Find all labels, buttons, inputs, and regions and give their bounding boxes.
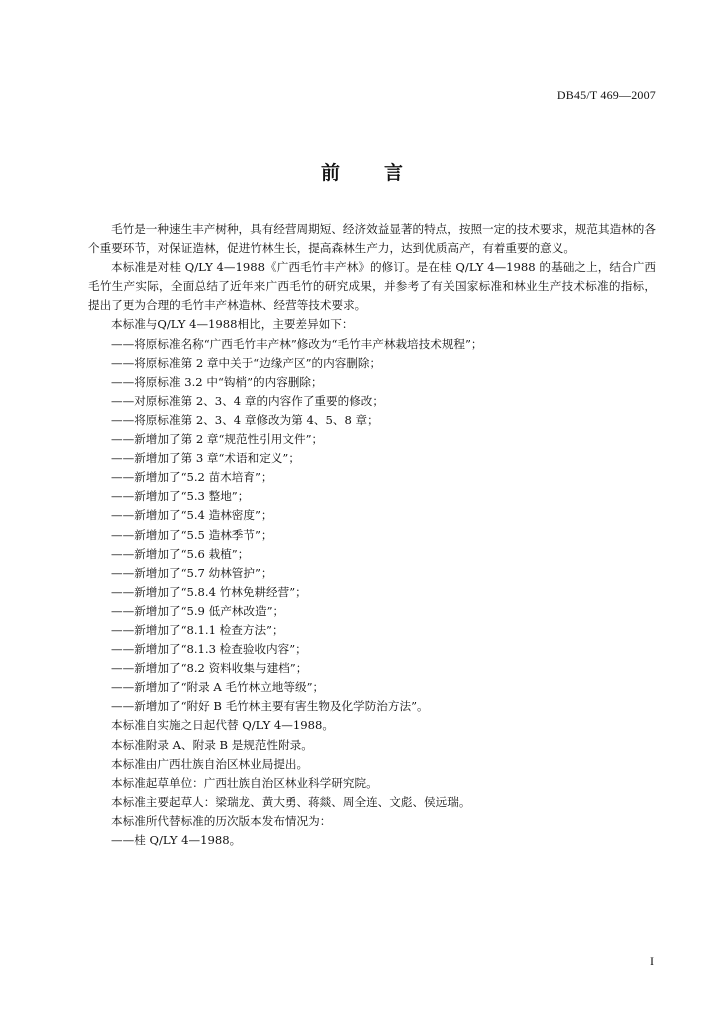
list-item: ——新增加了“附好 B 毛竹林主要有害生物及化学防治方法”。 [111, 699, 429, 714]
list-item: ——新增加了“附录 A 毛竹林立地等级”； [111, 680, 325, 695]
list-item: ——新增加了“5.4 造林密度”； [111, 508, 273, 523]
list-item: ——新增加了“5.3 整地”； [111, 489, 250, 504]
text-line: 本标准与Q/LY 4—1988相比，主要差异如下： [111, 317, 354, 332]
list-item: ——新增加了“8.1.1 检查方法”； [111, 622, 284, 637]
list-item: ——将原标准第 2 章中关于“边缘产区”的内容删除； [111, 355, 382, 370]
text-line: 本标准主要起草人：梁瑞龙、黄大勇、蒋燚、周全连、文彪、侯远瑞。 [111, 794, 471, 809]
paragraph: 本标准是对桂 Q/LY 4—1988《广西毛竹丰产林》的修订。是在桂 Q/LY 4—1988 的基础之上，结合广西毛竹生产实际，全面总结了近年来广西毛竹的研究成果，并参考了有关国家标准和林业生产技术标准的指标，提出了更为合理的毛竹丰产林造林、经营等技术要求。 [88, 260, 656, 313]
list-item: ——对原标准第 2、3、4 章的内容作了重要的修改； [111, 393, 384, 408]
text-line: 本标准起草单位：广西壮族自治区林业科学研究院。 [111, 775, 378, 790]
text-line: 本标准所代替标准的历次版本发布情况为： [111, 813, 332, 828]
foreword-body [88, 220, 656, 850]
list-item: ——桂 Q/LY 4—1988。 [111, 833, 242, 847]
list-item: ——新增加了“5.8.4 竹林免耕经营”； [111, 584, 307, 599]
list-item: ——新增加了第 3 章“术语和定义”； [111, 451, 300, 466]
text-line: 本标准由广西壮族自治区林业局提出。 [111, 756, 309, 771]
list-item: ——新增加了“5.9 低产林改造”； [111, 603, 285, 618]
list-item: ——将原标准 3.2 中“钩梢”的内容删除； [111, 374, 323, 389]
list-item: ——新增加了“5.2 苗木培育”； [111, 470, 273, 485]
page-title: 前言 [320, 162, 447, 184]
standard-code: DB45/T 469—2007 [556, 88, 656, 102]
list-item: ——新增加了“5.7 幼林管护”； [111, 565, 273, 580]
list-item: ——新增加了“8.2 资料收集与建档”； [111, 661, 308, 676]
list-item: ——新增加了“8.1.3 检查验收内容”； [111, 642, 307, 657]
text-line: 本标准自实施之日起代替 Q/LY 4—1988。 [111, 718, 334, 733]
list-item: ——新增加了“5.6 栽植”； [111, 546, 250, 561]
list-item: ——将原标准名称“广西毛竹丰产林”修改为“毛竹丰产林栽培技术规程”； [111, 336, 483, 351]
page-number: I [650, 954, 654, 968]
list-item: ——新增加了“5.5 造林季节”； [111, 527, 273, 542]
text-line: 本标准附录 A、附录 B 是规范性附录。 [111, 737, 313, 752]
list-item: ——新增加了第 2 章“规范性引用文件”； [111, 432, 324, 447]
paragraph: 毛竹是一种速生丰产树种，具有经营周期短、经济效益显著的特点，按照一定的技术要求，规范其造林的各个重要环节，对保证造林，促进竹林生长，提高森林生产力，达到优质高产，有着重要的意义。 [88, 222, 656, 256]
list-item: ——将原标准第 2、3、4 章修改为第 4、5、8 章； [111, 412, 379, 427]
